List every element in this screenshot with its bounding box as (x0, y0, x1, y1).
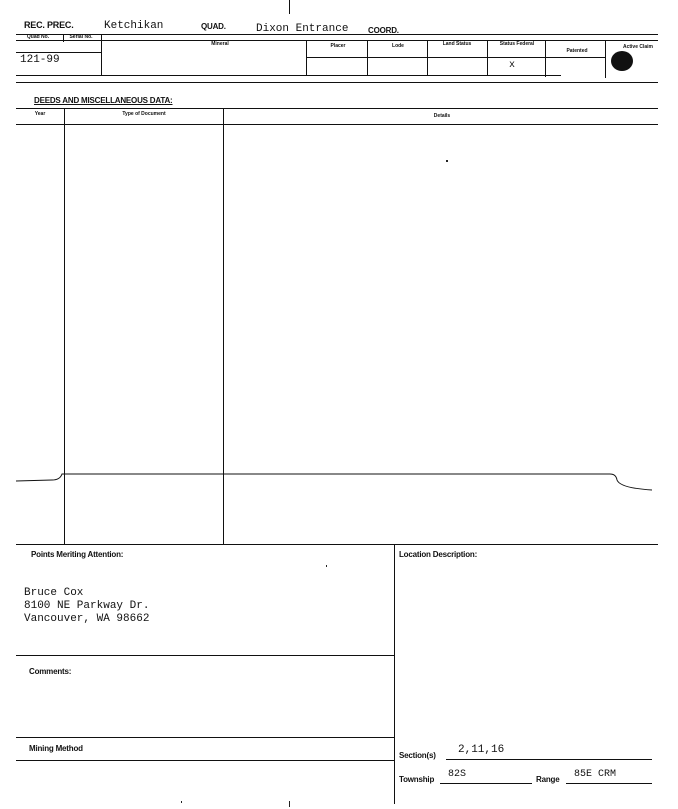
speck (446, 160, 448, 162)
quad-serial-value: 121-99 (20, 54, 60, 66)
grid-value-rule (16, 52, 101, 53)
range-underline (566, 783, 652, 784)
mineral-header: Mineral (211, 41, 229, 47)
grid-divider (63, 35, 64, 42)
deeds-top-rule (16, 108, 658, 109)
speck (289, 801, 290, 807)
grid-bottom-rule (16, 75, 561, 76)
grid-divider (545, 40, 546, 77)
deeds-title: DEEDS AND MISCELLANEOUS DATA: (34, 96, 173, 105)
grid-value-rule (306, 57, 606, 58)
points-value: Bruce Cox 8100 NE Parkway Dr. Vancouver, WA 98662 (24, 587, 150, 625)
active-claim-mark (611, 51, 633, 71)
serial-no-header: Serial No. (69, 34, 93, 40)
range-label: Range (536, 775, 560, 784)
deeds-year-header: Year (34, 111, 46, 117)
quad-value: Dixon Entrance (256, 23, 349, 35)
township-underline (440, 783, 532, 784)
comments-label: Comments: (29, 667, 72, 676)
deeds-details-header: Details (433, 113, 451, 119)
status-federal-header: Status Federal (499, 41, 535, 47)
lode-header: Lode (392, 43, 404, 49)
coord-label: COORD. (368, 26, 399, 35)
mining-label: Mining Method (29, 744, 83, 753)
location-label: Location Description: (399, 550, 478, 559)
deeds-bottom-rule (16, 544, 658, 545)
grid-divider (101, 35, 102, 75)
placer-header: Placer (330, 43, 346, 49)
rec-prec-label: REC. PREC. (24, 20, 74, 30)
lower-divider (394, 544, 395, 804)
speck (181, 801, 182, 803)
township-value: 82S (448, 769, 467, 780)
speck (326, 565, 327, 567)
range-value: 85E CRM (574, 769, 617, 780)
mining-bottom-rule (16, 760, 394, 761)
grid-bottom-rule (16, 82, 658, 83)
township-label: Township (399, 775, 435, 784)
status-federal-mark: x (509, 60, 516, 71)
patented-header: Patented (566, 48, 588, 54)
grid-header-rule (16, 40, 658, 41)
registration-tick (289, 0, 290, 14)
quad-no-header: Quad No. (26, 34, 50, 40)
grid-divider (605, 40, 606, 78)
points-label: Points Meriting Attention: (31, 550, 124, 559)
rec-prec-value: Ketchikan (104, 20, 164, 32)
header-rule (16, 34, 658, 35)
mining-rule (16, 737, 394, 738)
active-claim-header: Active Claim (622, 44, 653, 50)
section-value: 2,11,16 (458, 744, 505, 756)
comments-rule (16, 655, 394, 656)
deeds-header-rule (16, 124, 658, 125)
land-status-header: Land Status (442, 41, 472, 47)
section-label: Section(s) (399, 751, 436, 760)
deeds-fold-line (0, 462, 678, 502)
section-underline (446, 759, 652, 760)
quad-label: QUAD. (201, 22, 226, 31)
deeds-type-header: Type of Document (122, 111, 166, 117)
